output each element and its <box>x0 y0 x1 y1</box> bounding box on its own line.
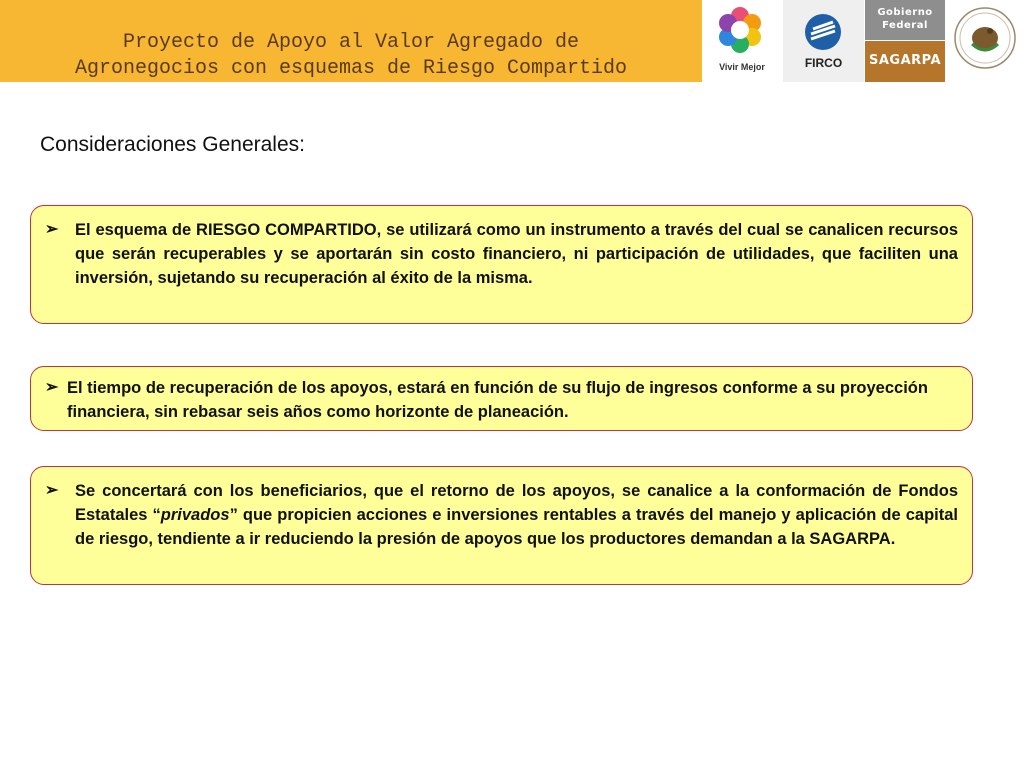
list-item <box>45 218 958 290</box>
list-item <box>45 376 958 424</box>
consideration-box-2 <box>30 366 973 431</box>
gobierno-sagarpa-logo <box>865 0 945 82</box>
sagarpa-label: SAGARPA <box>868 53 942 68</box>
section-heading: Consideraciones Generales: <box>40 133 305 156</box>
logo-strip <box>702 0 1024 82</box>
federal-label: Federal <box>882 20 928 31</box>
consideration-box-3 <box>30 466 973 585</box>
title-line-1: Proyecto de Apoyo al Valor Agregado de <box>122 31 580 54</box>
firco-logo <box>783 0 864 82</box>
list-item <box>45 479 958 551</box>
arrow-bullet-icon: ➢ <box>45 379 59 396</box>
vivir-mejor-logo <box>702 0 782 82</box>
bullet-text-part-1: Se concertará con los beneficiarios, que el retorno de los apoyos, se canalice a la conformación de Fondos Estatales “ <box>75 482 958 524</box>
arrow-bullet-icon: ➢ <box>45 482 59 499</box>
bullet-text <box>75 479 958 551</box>
consideration-box-1 <box>30 205 973 324</box>
bullet-text-italic: privados <box>160 506 230 524</box>
bullet-text-part-2: ” que propicien acciones e inversiones rentables a través del manejo y aplicación de capital de riesgo, tendiente a ir reduciendo la presión de apoyos que los productores demandan a la SAGARPA. <box>75 506 958 548</box>
arrow-bullet-icon: ➢ <box>45 221 59 238</box>
title-line-2: Agronegocios con esquemas de Riesgo Compartido <box>74 57 628 80</box>
bullet-text: El tiempo de recuperación de los apoyos, estará en función de su flujo de ingresos conforme a su proyección financiera, sin rebasar seis años como horizonte de planeación. <box>67 379 928 421</box>
escudo-nacional-logo <box>946 0 1024 82</box>
firco-label: FIRCO <box>804 56 843 70</box>
gobierno-label: Gobierno <box>877 7 933 18</box>
mexican-eagle-seal-icon <box>946 0 1024 82</box>
page-title <box>0 30 702 82</box>
gobierno-federal-block <box>865 0 945 40</box>
bullet-text: El esquema de RIESGO COMPARTIDO, se utilizará como un instrumento a través del cual se canalicen recursos que serán recuperables y se aportarán sin costo financiero, ni participación de utilidades, que faciliten una inversión, sujetando su recuperación al éxito de la misma. <box>75 221 958 287</box>
vivir-mejor-label: Vivir Mejor <box>719 62 765 72</box>
